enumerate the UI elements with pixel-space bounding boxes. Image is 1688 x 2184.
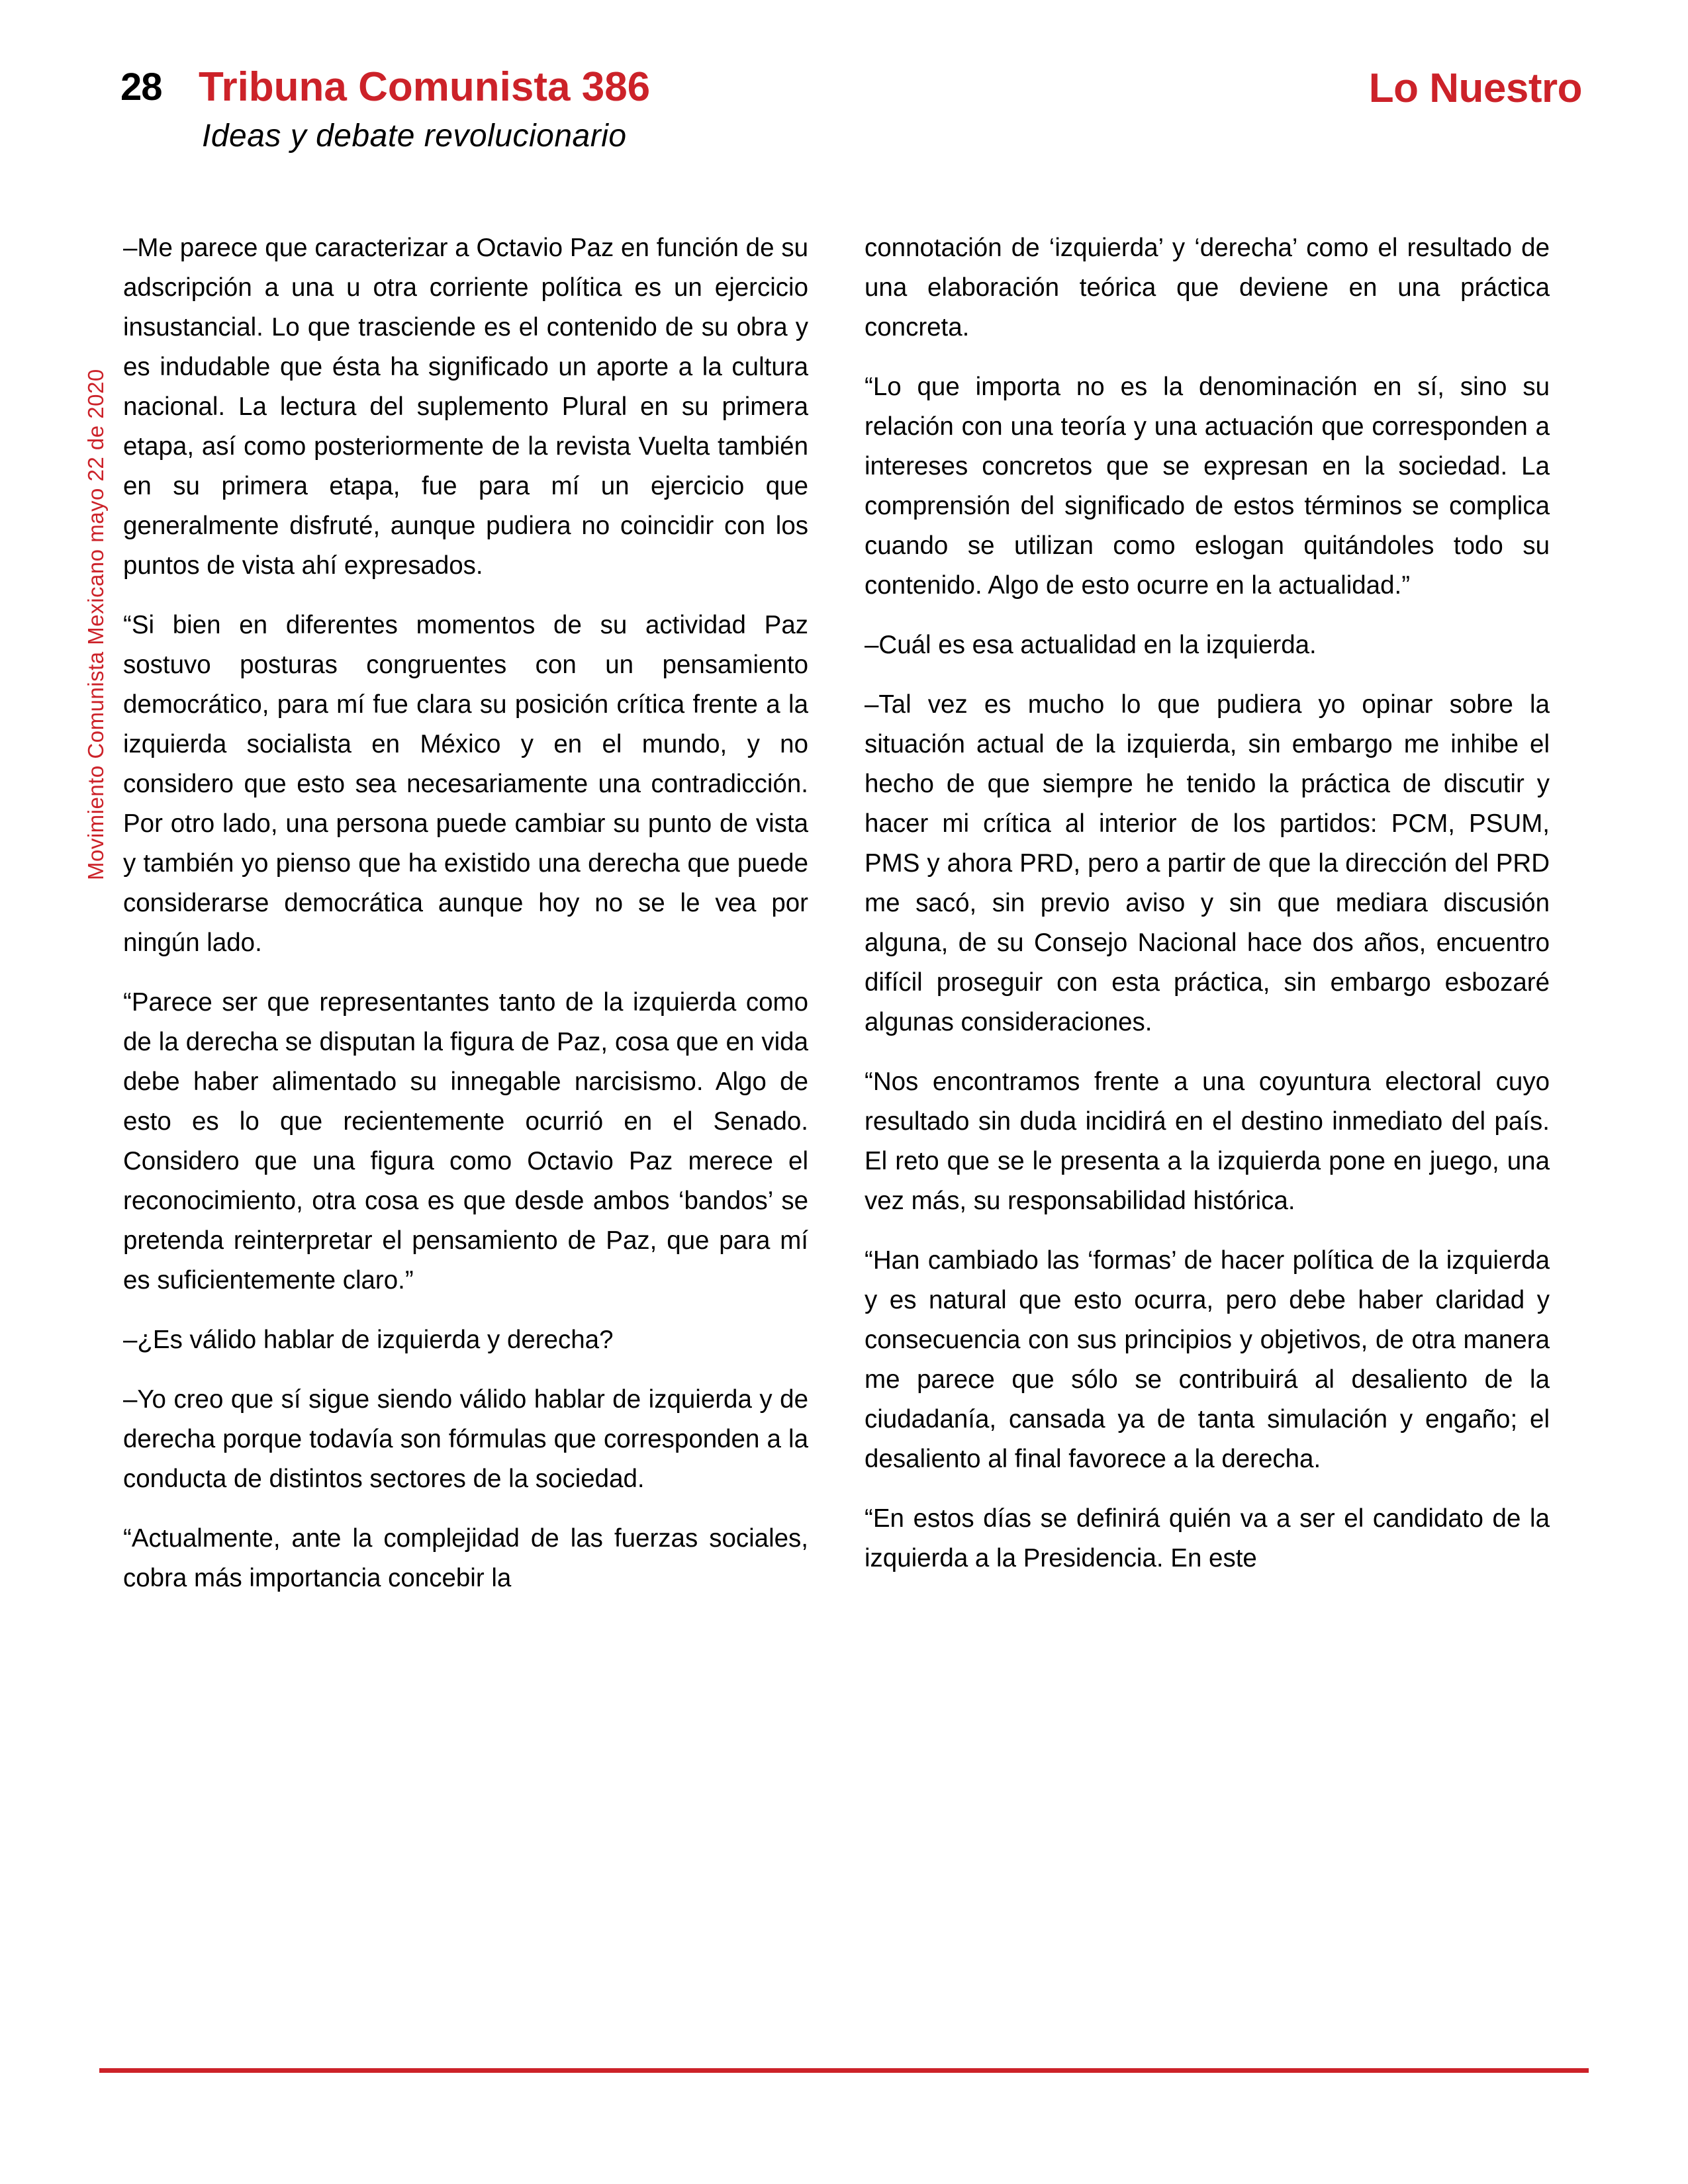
sidebar-vertical-label <box>79 218 119 880</box>
paragraph: “Si bien en diferentes momentos de su actividad Paz sostuvo posturas congruentes con un pensamiento democrático, para mí fue clara su posición crítica frente a la izquierda socialista en México y en el mundo, y no considero que esto sea necesariamente una contradicción. Por otro lado, una persona puede cambiar su punto de vista y también yo pienso que ha existido una derecha que puede considerarse democrática aunque hoy no se le vea por ningún lado. <box>123 611 808 957</box>
paragraph: “Han cambiado las ‘formas’ de hacer política de la izquierda y es natural que esto ocurra, pero debe haber claridad y consecuencia con sus principios y objetivos, de otra manera me parece que sólo se contribuirá al desaliento de la ciudadanía, cansada ya de tanta simulación y engaño; el desaliento al final favorece a la derecha. <box>865 1246 1550 1473</box>
page-header <box>99 52 1589 174</box>
column-left <box>123 228 808 1598</box>
column-right <box>865 228 1550 1578</box>
sidebar-label-text: Movimiento Comunista Mexicano mayo 22 de 2020 <box>83 369 108 880</box>
paragraph: –Yo creo que sí sigue siendo válido hablar de izquierda y de derecha porque todavía son fórmulas que corresponden a la conducta de distintos sectores de la sociedad. <box>123 1385 808 1493</box>
paragraph: –Me parece que caracterizar a Octavio Paz en función de su adscripción a una u otra corriente política es un ejercicio insustancial. Lo que trasciende es el contenido de su obra y es indudable que ésta ha significado un aporte a la cultura nacional. La lectura del suplemento Plural en su primera etapa, así como posteriormente de la revista Vuelta también en su primera etapa, fue para mí un ejercicio que generalmente disfruté, aunque pudiera no coincidir con los puntos de vista ahí expresados. <box>123 234 808 580</box>
paragraph: “Parece ser que representantes tanto de la izquierda como de la derecha se disputan la figura de Paz, cosa que en vida debe haber alimentado su innegable narcisismo. Algo de esto es lo que recientemente ocurrió en el Senado. Considero que una figura como Octavio Paz merece el reconocimiento, otra cosa es que desde ambos ‘bandos’ se pretenda reinterpretar el pensamiento de Paz, que para mí es suficientemente claro.” <box>123 988 808 1295</box>
masthead-subtitle: Ideas y debate revolucionario <box>202 118 627 154</box>
paragraph: “En estos días se definirá quién va a ser el candidato de la izquierda a la Presidencia. En este <box>865 1504 1550 1572</box>
article-body <box>123 228 1589 2019</box>
paragraph: –Tal vez es mucho lo que pudiera yo opinar sobre la situación actual de la izquierda, sin embargo me inhibe el hecho de que siempre he tenido la práctica de discutir y hacer mi crítica al interior de los partidos: PCM, PSUM, PMS y ahora PRD, pero a partir de que la dirección del PRD me sacó, sin previo aviso y sin que mediara discusión alguna, de su Consejo Nacional hace dos años, encuentro difícil proseguir con esta práctica, sin embargo esbozaré algunas consideraciones. <box>865 690 1550 1036</box>
paragraph: “Lo que importa no es la denominación en sí, sino su relación con una teoría y una actuación que corresponden a intereses concretos que se expresan en la sociedad. La comprensión del significado de estos términos se complica cuando se utilizan como eslogan quitándoles todo su contenido. Algo de esto ocurre en la actualidad.” <box>865 373 1550 600</box>
paragraph: “Actualmente, ante la complejidad de las fuerzas sociales, cobra más importancia concebir la <box>123 1524 808 1592</box>
masthead-title: Tribuna Comunista 386 <box>199 64 651 110</box>
paragraph: –Cuál es esa actualidad en la izquierda. <box>865 631 1317 659</box>
paragraph: “Nos encontramos frente a una coyuntura electoral cuyo resultado sin duda incidirá en el destino inmediato del país. El reto que se le presenta a la izquierda pone en juego, una vez más, su responsabilidad histórica. <box>865 1068 1550 1215</box>
section-title: Lo Nuestro <box>1368 66 1582 111</box>
footer-divider <box>99 2068 1589 2073</box>
page-number: 28 <box>120 66 162 109</box>
paragraph: –¿Es válido hablar de izquierda y derecha? <box>123 1326 614 1354</box>
paragraph: connotación de ‘izquierda’ y ‘derecha’ como el resultado de una elaboración teórica que deviene en una práctica concreta. <box>865 234 1550 341</box>
